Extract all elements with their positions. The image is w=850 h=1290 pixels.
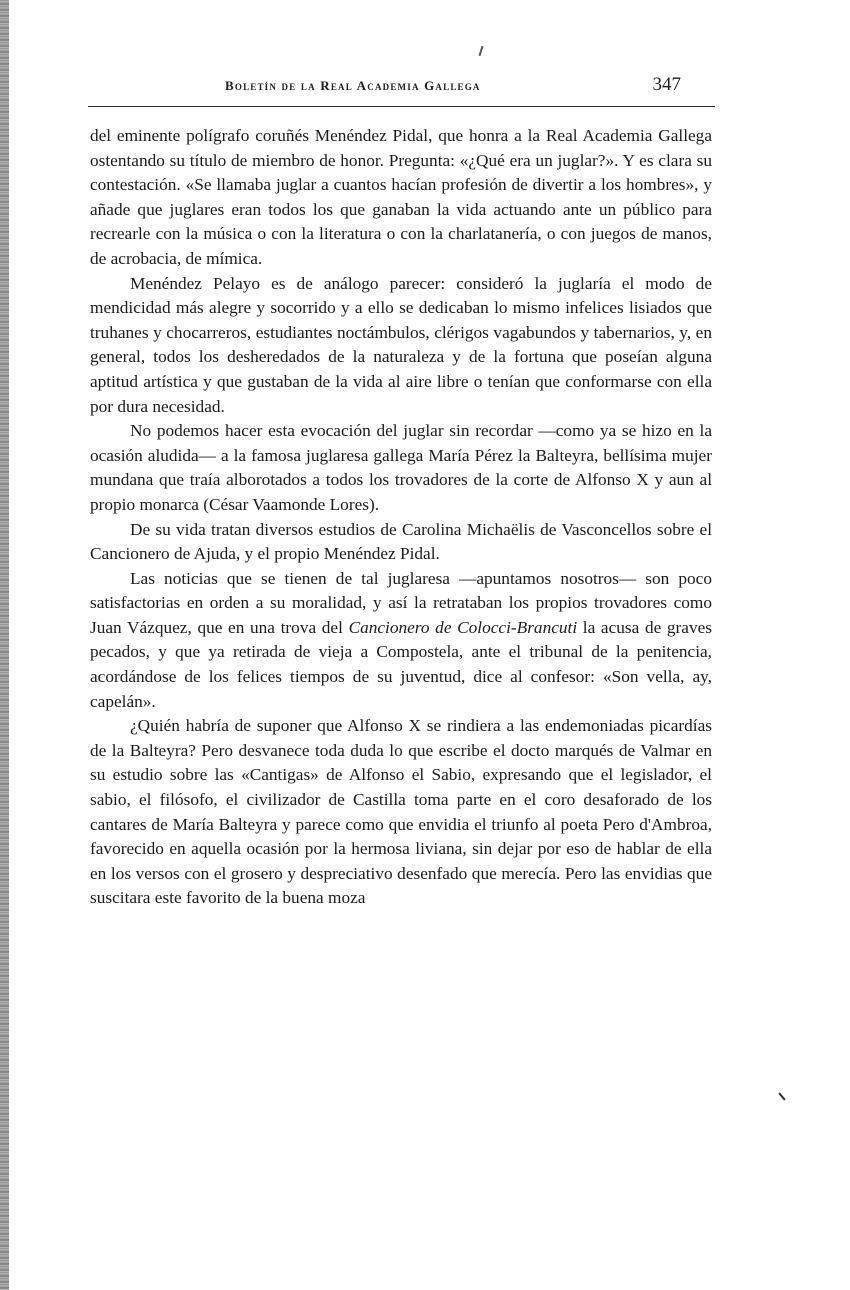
paragraph: [90, 419, 712, 517]
paragraph: [90, 567, 712, 715]
paragraph: [90, 124, 712, 272]
text-run: No podemos hacer esta evocación del juglar sin recordar —como ya se hizo en la ocasión aludida— a la famosa juglaresa gallega María Pérez la Balteyra, bellísima mujer mundana que traía alborotados a todos los trovadores de la corte de Alfonso X y aun al propio monarca (César Vaamonde Lores).: [90, 421, 712, 514]
text-run: De su vida tratan diversos estudios de Carolina Michaëlis de Vasconcellos sobre el Cancionero de Ajuda, y el propio Menéndez Pidal.: [90, 519, 712, 564]
running-head: [90, 74, 715, 102]
text-run: Menéndez Pelayo es de análogo parecer: consideró la juglaría el modo de mendicidad más alegre y socorrido y a ello se dedicaban lo mismo infelices lisiados que truhanes y chocarreros, estudiantes noctámbulos, clérigos vagabundos y tabernarios, y, en general, todos los desheredados de la naturaleza y de la fortuna que poseían alguna aptitud artística y que gustaban de la vida al aire libre o tenían que conformarse con ella por dura necesidad.: [90, 273, 712, 416]
journal-title: Boletín de la Real Academia Gallega: [225, 78, 481, 93]
paragraph: [90, 272, 712, 420]
text-run: Las noticias que se tienen de tal juglaresa —apuntamos nosotros— son poco satisfactorias en orden a su moralidad, y así la retrataban los propios trovadores como Juan Vázquez, que en una trova del: [90, 568, 712, 637]
body-text: [90, 124, 712, 911]
scan-speck: [479, 46, 484, 56]
header-rule: [88, 106, 715, 107]
italic-title: Cancionero de Colocci-Brancuti: [348, 617, 578, 637]
page-number: 347: [652, 74, 681, 95]
scan-speck: [778, 1092, 785, 1100]
text-run: del eminente polígrafo coruñés Menéndez Pidal, que honra a la Real Academia Gallega ostentando su título de miembro de honor. Pregunta: «¿Qué era un juglar?». Y es clara su contestación. «Se llamaba juglar a cuantos hacían profesión de divertir a los hombres», y añade que juglares eran todos los que ganaban la vida actuando ante un público para recrearle con la música o con la literatura o con la charlatanería, o con juegos de manos, de acrobacia, de mímica.: [90, 126, 712, 268]
scan-binding-edge: [0, 0, 9, 1290]
paragraph: [90, 518, 712, 567]
text-run: ¿Quién habría de suponer que Alfonso X se rindiera a las endemoniadas picardías de la Balteyra? Pero desvanece toda duda lo que escribe el docto marqués de Valmar en su estudio sobre las «Cantigas» de Alfonso el Sabio, expresando que el legislador, el sabio, el filósofo, el civilizador de Castilla toma parte en el coro desaforado de los cantares de María Balteyra y parece como que envidia el triunfo al poeta Pero d'Ambroa, favorecido en aquella ocasión por la hermosa liviana, sin dejar por eso de hablar de ella en los versos con el grosero y despreciativo desenfado que merecía. Pero las envidias que suscitara este favorito de la buena moza: [90, 716, 712, 908]
paragraph: [90, 714, 712, 911]
text-run: la acusa de graves pecados, y que ya retirada de vieja a Compostela, ante el tribunal de la penitencia, acordándose de los felices tiempos de su juventud, dice al confesor: «Son vella, ay, capelán».: [90, 617, 713, 711]
